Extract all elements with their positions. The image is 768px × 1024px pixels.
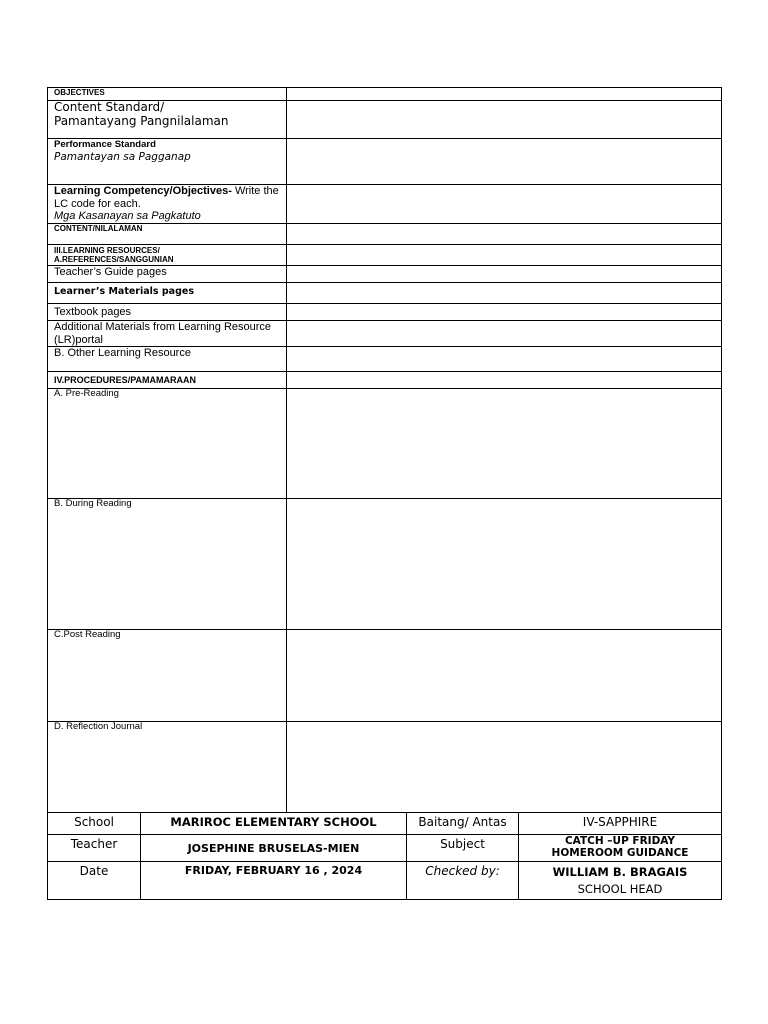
reflection-row (48, 722, 722, 813)
learning-competency-label (48, 185, 287, 224)
content-row (48, 223, 722, 244)
learners-materials-cell[interactable] (287, 282, 722, 303)
checked-title: SCHOOL HEAD (577, 881, 663, 896)
pre-reading-label: A. Pre-Reading (48, 389, 287, 499)
learning-competency-instruction: Write the LC code for each. (54, 185, 279, 210)
date-value: FRIDAY, FEBRUARY 16 , 2024 (141, 862, 407, 900)
post-reading-cell[interactable] (287, 630, 722, 722)
resources-row (48, 244, 722, 265)
pre-reading-row (48, 389, 722, 499)
teacher-row (48, 835, 722, 862)
subject-value-line-1: CATCH –UP FRIDAY (564, 835, 676, 847)
during-reading-row (48, 499, 722, 630)
objectives-label: OBJECTIVES (48, 88, 287, 101)
subject-label: Subject (407, 835, 519, 862)
performance-standard-label (48, 139, 287, 185)
textbook-cell[interactable] (287, 303, 722, 320)
performance-standard-row (48, 139, 722, 185)
date-label: Date (48, 862, 141, 900)
subject-value-line-2: HOMEROOM GUIDANCE (551, 847, 689, 860)
school-row (48, 813, 722, 835)
procedures-label: IV.PROCEDURES/PAMAMARAAN (48, 372, 287, 389)
post-reading-row (48, 630, 722, 722)
checked-value (519, 862, 722, 900)
additional-materials-label: Additional Materials from Learning Resource (LR)portal (48, 320, 287, 346)
post-reading-label: C.Post Reading (48, 630, 287, 722)
procedures-cell[interactable] (287, 372, 722, 389)
resources-cell[interactable] (287, 244, 722, 265)
content-standard-row (48, 101, 722, 139)
date-row (48, 862, 722, 900)
during-reading-cell[interactable] (287, 499, 722, 630)
performance-standard-title: Performance Standard (54, 139, 156, 150)
teachers-guide-cell[interactable] (287, 265, 722, 282)
performance-standard-filipino: Pamantayan sa Pagganap (54, 150, 191, 163)
grade-value: IV-SAPPHIRE (519, 813, 722, 835)
content-label: CONTENT/NILALAMAN (48, 223, 287, 244)
teachers-guide-row (48, 265, 722, 282)
resources-line-2: A.REFERENCES/SANGGUNIAN (54, 255, 174, 265)
content-standard-label (48, 101, 287, 139)
learners-materials-label: Learner’s Materials pages (48, 282, 287, 303)
learning-competency-cell[interactable] (287, 185, 722, 224)
content-standard-cell[interactable] (287, 101, 722, 139)
other-resource-label: B. Other Learning Resource (48, 347, 287, 372)
reflection-label: D. Reflection Journal (48, 722, 287, 813)
other-resource-row (48, 347, 722, 372)
teachers-guide-label: Teacher’s Guide pages (48, 265, 287, 282)
lesson-plan-table (47, 87, 721, 813)
learning-competency-row (48, 185, 722, 224)
school-label: School (48, 813, 141, 835)
subject-value (519, 835, 722, 862)
during-reading-label: B. During Reading (48, 499, 287, 630)
additional-materials-row (48, 320, 722, 346)
textbook-row (48, 303, 722, 320)
content-standard-line-1: Content Standard/ (54, 100, 165, 114)
content-standard-line-2: Pamantayang Pangnilalaman (54, 113, 229, 128)
objectives-row (48, 88, 722, 101)
learning-competency-filipino: Mga Kasanayan sa Pagkatuto (54, 210, 201, 223)
grade-label: Baitang/ Antas (407, 813, 519, 835)
content-cell[interactable] (287, 223, 722, 244)
pre-reading-cell[interactable] (287, 389, 722, 499)
reflection-cell[interactable] (287, 722, 722, 813)
teacher-label: Teacher (48, 835, 141, 862)
teacher-value: JOSEPHINE BRUSELAS-MIEN (141, 835, 407, 862)
additional-materials-cell[interactable] (287, 320, 722, 346)
info-table (47, 812, 721, 900)
procedures-row (48, 372, 722, 389)
textbook-label: Textbook pages (48, 303, 287, 320)
checked-name: WILLIAM B. BRAGAIS (552, 865, 688, 880)
checked-label: Checked by: (407, 862, 519, 900)
resources-line-1: III.LEARNING RESOURCES/ (54, 246, 160, 256)
objectives-cell[interactable] (287, 88, 722, 101)
learning-competency-title: Learning Competency/Objectives- (54, 185, 232, 197)
resources-label (48, 244, 287, 265)
other-resource-cell[interactable] (287, 347, 722, 372)
learners-materials-row (48, 282, 722, 303)
school-value: MARIROC ELEMENTARY SCHOOL (141, 813, 407, 835)
performance-standard-cell[interactable] (287, 139, 722, 185)
